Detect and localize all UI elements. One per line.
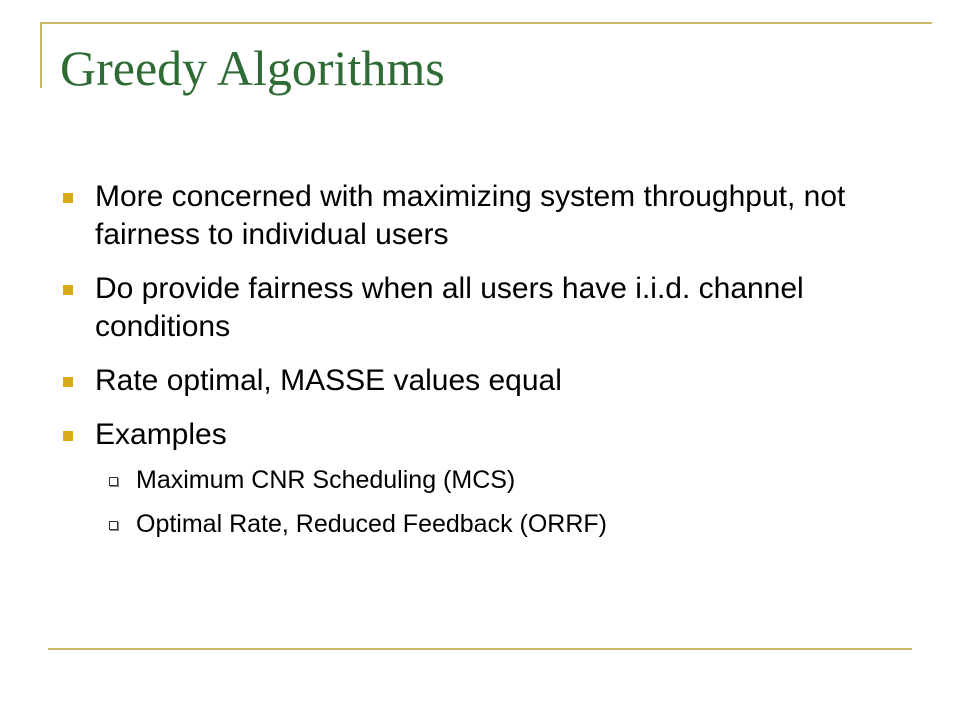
bullet-text: Rate optimal, MASSE values equal (95, 364, 562, 397)
left-rule (40, 22, 42, 88)
bullet-text: Examples (95, 418, 227, 451)
bullet-text: More concerned with maximizing system throughput, not fairness to individual users (95, 180, 846, 251)
slide-title: Greedy Algorithms (60, 40, 445, 96)
bullet-list (62, 178, 922, 454)
sub-bullet-text: Maximum CNR Scheduling (MCS) (136, 466, 516, 494)
slide-content (62, 178, 922, 552)
sub-bullet-list (62, 464, 922, 540)
square-bullet-icon (63, 285, 73, 295)
sub-bullet-text: Optimal Rate, Reduced Feedback (ORRF) (136, 510, 608, 538)
hollow-square-bullet-icon (109, 521, 118, 530)
bullet-item (62, 362, 922, 400)
square-bullet-icon (63, 431, 73, 441)
hollow-square-bullet-icon (109, 477, 118, 486)
bullet-item (62, 178, 922, 254)
bullet-text: Do provide fairness when all users have i.i.d. channel conditions (95, 272, 804, 343)
bullet-item (62, 270, 922, 346)
top-rule (40, 22, 932, 24)
bottom-rule (48, 648, 912, 650)
square-bullet-icon (63, 193, 73, 203)
bullet-item (62, 416, 922, 454)
sub-bullet-item (107, 464, 922, 496)
square-bullet-icon (63, 377, 73, 387)
sub-bullet-item (107, 508, 922, 540)
